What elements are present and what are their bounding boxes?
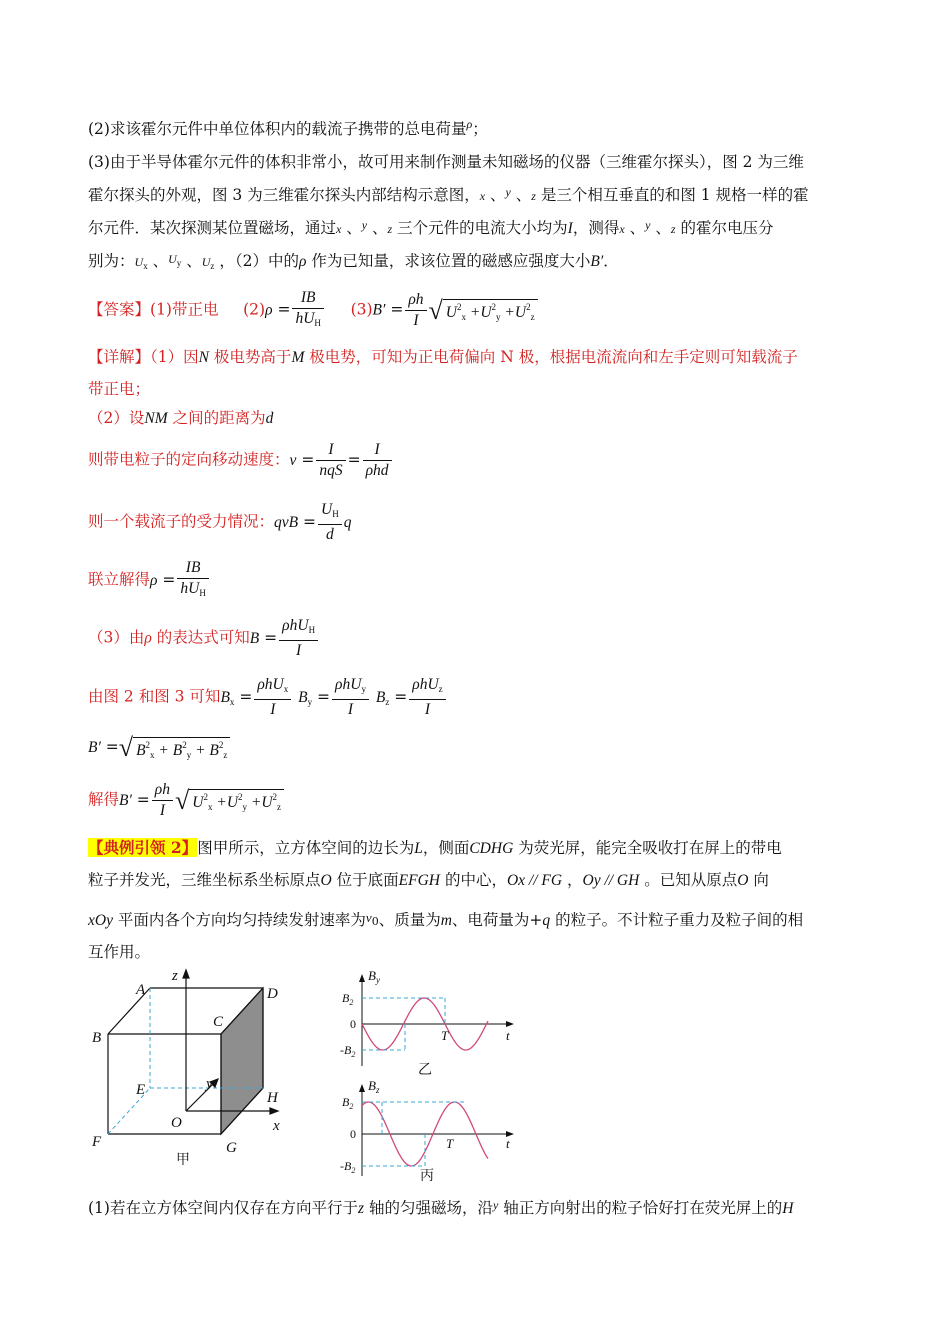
question-last: (1)若在立方体空间内仅存在方向平行于z 轴的匀强磁场，沿$^y$ 轴正方向射出的粒子恰好打在荧光屏上的H (88, 1198, 794, 1217)
answer-block: 【答案】(1)带正电 (2)ρ = $\frac{IB}{hU_H}$ (3)B′ = $\frac{\rho h}{I}$ √ $U^2_x +U^2_y +U^2_z$ (88, 288, 538, 333)
example-line-1: 【典例引领 2】图甲所示，立方体空间的边长为L，侧面CDHG 为荧光屏，能完全吸收打在屏上的带电 (88, 838, 782, 857)
graph-bz (340, 1076, 530, 1186)
detail-line-1: 【详解】（1）因N 极电势高于M 极电势，可知为正电荷偏向 N 极，根据电流流向和左手定则可知载流子 (88, 348, 798, 366)
detail-line-7: （3）由ρ 的表达式可知B = $\frac{\rho hU_H}{I}$ (88, 616, 320, 661)
detail-line-9: B′ =√ $B^2_x + B^2_y + B^2_z$ (88, 733, 230, 763)
cube-label-b: B (92, 1030, 102, 1046)
bz-axis-label: $B_z$ (368, 1078, 380, 1095)
example-line-3: xOy 平面内各个方向均匀持续发射速率为v0、质量为m、电荷量为+q 的粒子。不计粒子重力及粒子间的相 (88, 910, 804, 929)
question-3-line-4: 别为：$U_x$ 、$U_y$ 、$U_z$ ，（2）中的ρ 作为已知量，求该位置的磁感应强度大小B′． (88, 252, 619, 271)
by-caption: 乙 (418, 1063, 432, 1076)
cube-label-d: D (267, 986, 278, 1002)
cube-caption: 甲 (176, 1153, 190, 1168)
detail-line-4: 则带电粒子的定向移动速度：v = $\frac{I}{\text{nqS}}$ = $\frac{I}{\text{ρhd}}$ (88, 440, 394, 481)
bz-t-axis-label: t (506, 1136, 510, 1151)
axis-y-label: y (206, 1076, 213, 1092)
example-line-4: 互作用。 (88, 943, 151, 961)
example-line-2: 粒子并发光，三维坐标系坐标原点O 位于底面EFGH 的中心，Ox // FG ，Oy // GH 。已知从原点O 向 (88, 871, 769, 889)
axis-x-label: x (273, 1118, 280, 1134)
by-bottom-label: $-B_2$ (340, 1043, 356, 1059)
by-axis-label: $B_y$ (368, 968, 380, 985)
detail-line-2: 带正电； (88, 380, 151, 398)
question-3-line-2: 霍尔探头的外观，图 3 为三维霍尔探头内部结构示意图，x 、$^y$ 、z 是三个相互垂直的和图 1 规格一样的霍 (88, 185, 809, 204)
question-3-line-3: 尔元件．某次探测某位置磁场，通过x 、$^y$ 、z 三个元件的电流大小均为I，测得x 、$^y$ 、z 的霍尔电压分 (88, 218, 774, 237)
graph-by (340, 966, 530, 1076)
cube-label-g: G (226, 1140, 237, 1156)
detail-line-6: 联立解得ρ = $\frac{IB}{hU_H}$ (88, 558, 211, 603)
bz-zero-label: 0 (350, 1127, 356, 1141)
bz-period-label: T (446, 1136, 454, 1151)
cube-label-f: F (92, 1134, 102, 1150)
cube-label-c: C (213, 1014, 224, 1030)
bz-caption: 丙 (420, 1169, 434, 1184)
detail-line-10: 解得B′ = $\frac{\rho h}{I}$ √ $U^2_x +U^2_y +U^2_z$ (88, 780, 284, 821)
by-zero-label: 0 (350, 1017, 356, 1031)
detail-line-5: 则一个载流子的受力情况：qvB = $\frac{U_H}{d}$ q (88, 501, 352, 543)
cube-figure (88, 962, 298, 1172)
axis-z-label: z (172, 968, 178, 984)
cube-label-a: A (136, 982, 146, 998)
bz-top-label: $B_2$ (342, 1095, 354, 1111)
bz-bottom-label: $-B_2$ (340, 1159, 356, 1175)
origin-label: O (171, 1115, 182, 1131)
by-t-axis-label: t (506, 1028, 510, 1043)
by-top-label: $B_2$ (342, 991, 354, 1007)
cube-label-h: H (267, 1090, 278, 1106)
detail-line-8: 由图 2 和图 3 可知$B_x$ = $\frac{\rho hU_x}{I}$ $B_y$ = $\frac{\rho hU_y}{I}$ $B_z$ = $\frac{\rho hU_z}{I}$ (88, 675, 448, 720)
cube-label-e: E (136, 1082, 146, 1098)
question-3-line-1: (3)由于半导体霍尔元件的体积非常小，故可用来制作测量未知磁场的仪器（三维霍尔探头），图 2 为三维 (88, 153, 804, 171)
detail-line-3: （2）设NM 之间的距离为d (88, 409, 274, 427)
question-2: (2)求该霍尔元件中单位体积内的载流子携带的总电荷量$^\rho$； (88, 117, 488, 138)
by-period-label: T (441, 1028, 449, 1043)
